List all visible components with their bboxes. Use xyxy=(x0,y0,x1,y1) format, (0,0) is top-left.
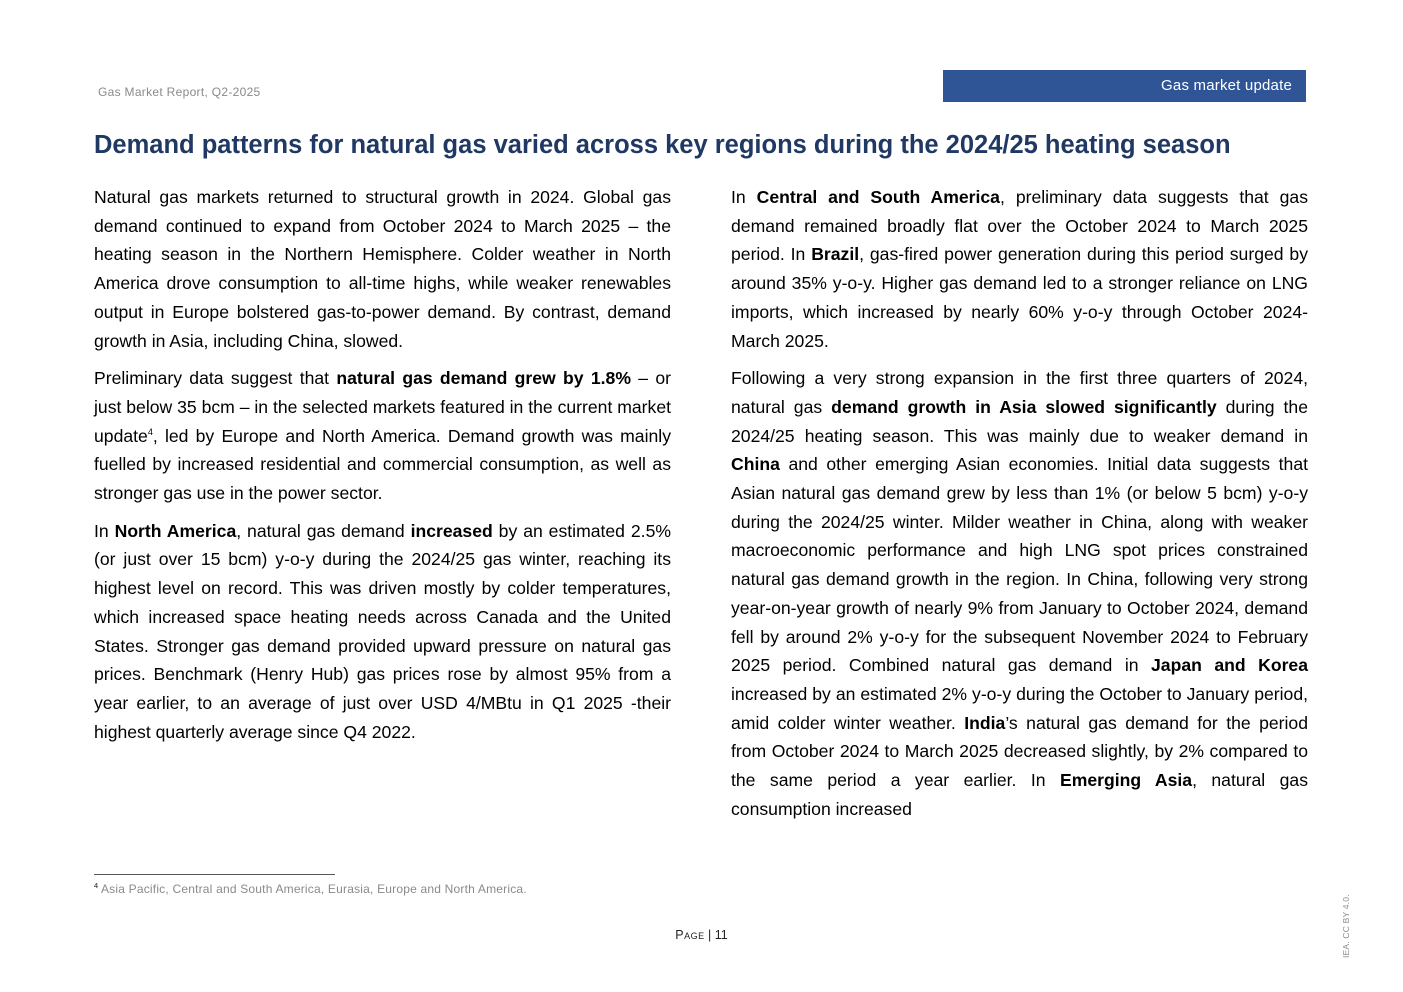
page-number xyxy=(0,928,1403,942)
highlight-increased: increased xyxy=(410,520,493,541)
highlight-brazil: Brazil xyxy=(811,244,860,265)
highlight-japan-korea: Japan and Korea xyxy=(1151,655,1308,676)
paragraph-global-overview: Natural gas markets returned to structural growth in 2024. Global gas demand continued to expand from October 2024 to March 2025 – the heating season in the Northern Hemisphere. Colder weather in North America drove consumption to all-time highs, while weaker renewables output in Europe bolstered gas-to-power demand. By contrast, demand growth in Asia, including China, slowed. xyxy=(94,187,671,351)
footnote-ref[interactable]: 4 xyxy=(147,426,153,437)
footnote xyxy=(94,882,527,896)
left-column xyxy=(94,183,671,755)
report-name: Gas Market Report, Q2-2025 xyxy=(98,85,261,99)
section-tab: Gas market update xyxy=(943,70,1306,102)
footnote-divider xyxy=(94,874,335,875)
highlight-india: India xyxy=(964,712,1006,733)
paragraph-north-america: In North America, natural gas demand increased by an estimated 2.5% (or just over 15 bcm) y-o-y during the 2024/25 gas winter, reaching its highest level on record. This was driven mostly by colder temperatures, which increased space heating needs across Canada and the United States. Stronger gas demand provided upward pressure on natural gas prices. Benchmark (Henry Hub) gas prices rose by almost 95% from a year earlier, to an average of just over USD 4/MBtu in Q1 2025 -their highest quarterly average since Q4 2022. xyxy=(94,520,671,742)
highlight-central-south-america: Central and South America xyxy=(756,187,1000,207)
highlight-asia-slowed: demand growth in Asia slowed significantly xyxy=(831,396,1217,417)
highlight-china: China xyxy=(731,454,780,475)
page-title: Demand patterns for natural gas varied across key regions during the 2024/25 heating season xyxy=(94,131,1231,159)
paragraph-central-south-america: In Central and South America, preliminary data suggests that gas demand remained broadly flat over the October 2024 to March 2025 period. In Brazil, gas-fired power generation during this period surged by around 35% y-o-y. Higher gas demand led to a stronger reliance on LNG imports, which increased by nearly 60% y-o-y through October 2024-March 2025. xyxy=(731,187,1308,351)
page-label: Page xyxy=(675,928,705,942)
license-notice: IEA. CC BY 4.0. xyxy=(1341,894,1351,958)
paragraph-asia: Following a very strong expansion in the first three quarters of 2024, natural gas demand growth in Asia slowed significantly during the 2024/25 heating season. This was mainly due to weaker demand in China and other emerging Asian economies. Initial data suggests that Asian natural gas demand grew by less than 1% (or below 5 bcm) y-o-y during the 2024/25 winter. Milder weather in China, along with weaker macroeconomic performance and high LNG spot prices constrained natural gas demand growth in the region. In China, following very strong year-on-year growth of nearly 9% from January to October 2024, demand fell by around 2% y-o-y for the subsequent November 2024 to February 2025 period. Combined natural gas demand in Japan and Korea increased by an estimated 2% y-o-y during the October to January period, amid colder winter weather. India’s natural gas demand for the period from October 2024 to March 2025 decreased slightly, by 2% compared to the same period a year earlier. In Emerging Asia, natural gas consumption increased xyxy=(731,368,1309,819)
footnote-marker: 4 xyxy=(94,883,99,890)
page-separator: | xyxy=(704,928,715,942)
highlight-emerging-asia: Emerging Asia xyxy=(1059,770,1193,791)
highlight-north-america: North America xyxy=(114,520,237,541)
right-column xyxy=(731,183,1308,832)
highlight-demand-growth: natural gas demand grew by 1.8% xyxy=(336,368,631,389)
footnote-text: Asia Pacific, Central and South America, Eurasia, Europe and North America. xyxy=(98,882,527,896)
paragraph-demand-growth: Preliminary data suggest that natural gas demand grew by 1.8% – or just below 35 bcm – in the selected markets featured in the current market update$^4$, led by Europe and North America. Demand growth was mainly fuelled by increased residential and commercial consumption, as well as stronger gas use in the power sector. xyxy=(94,368,671,504)
page-number-value: 11 xyxy=(714,928,728,942)
